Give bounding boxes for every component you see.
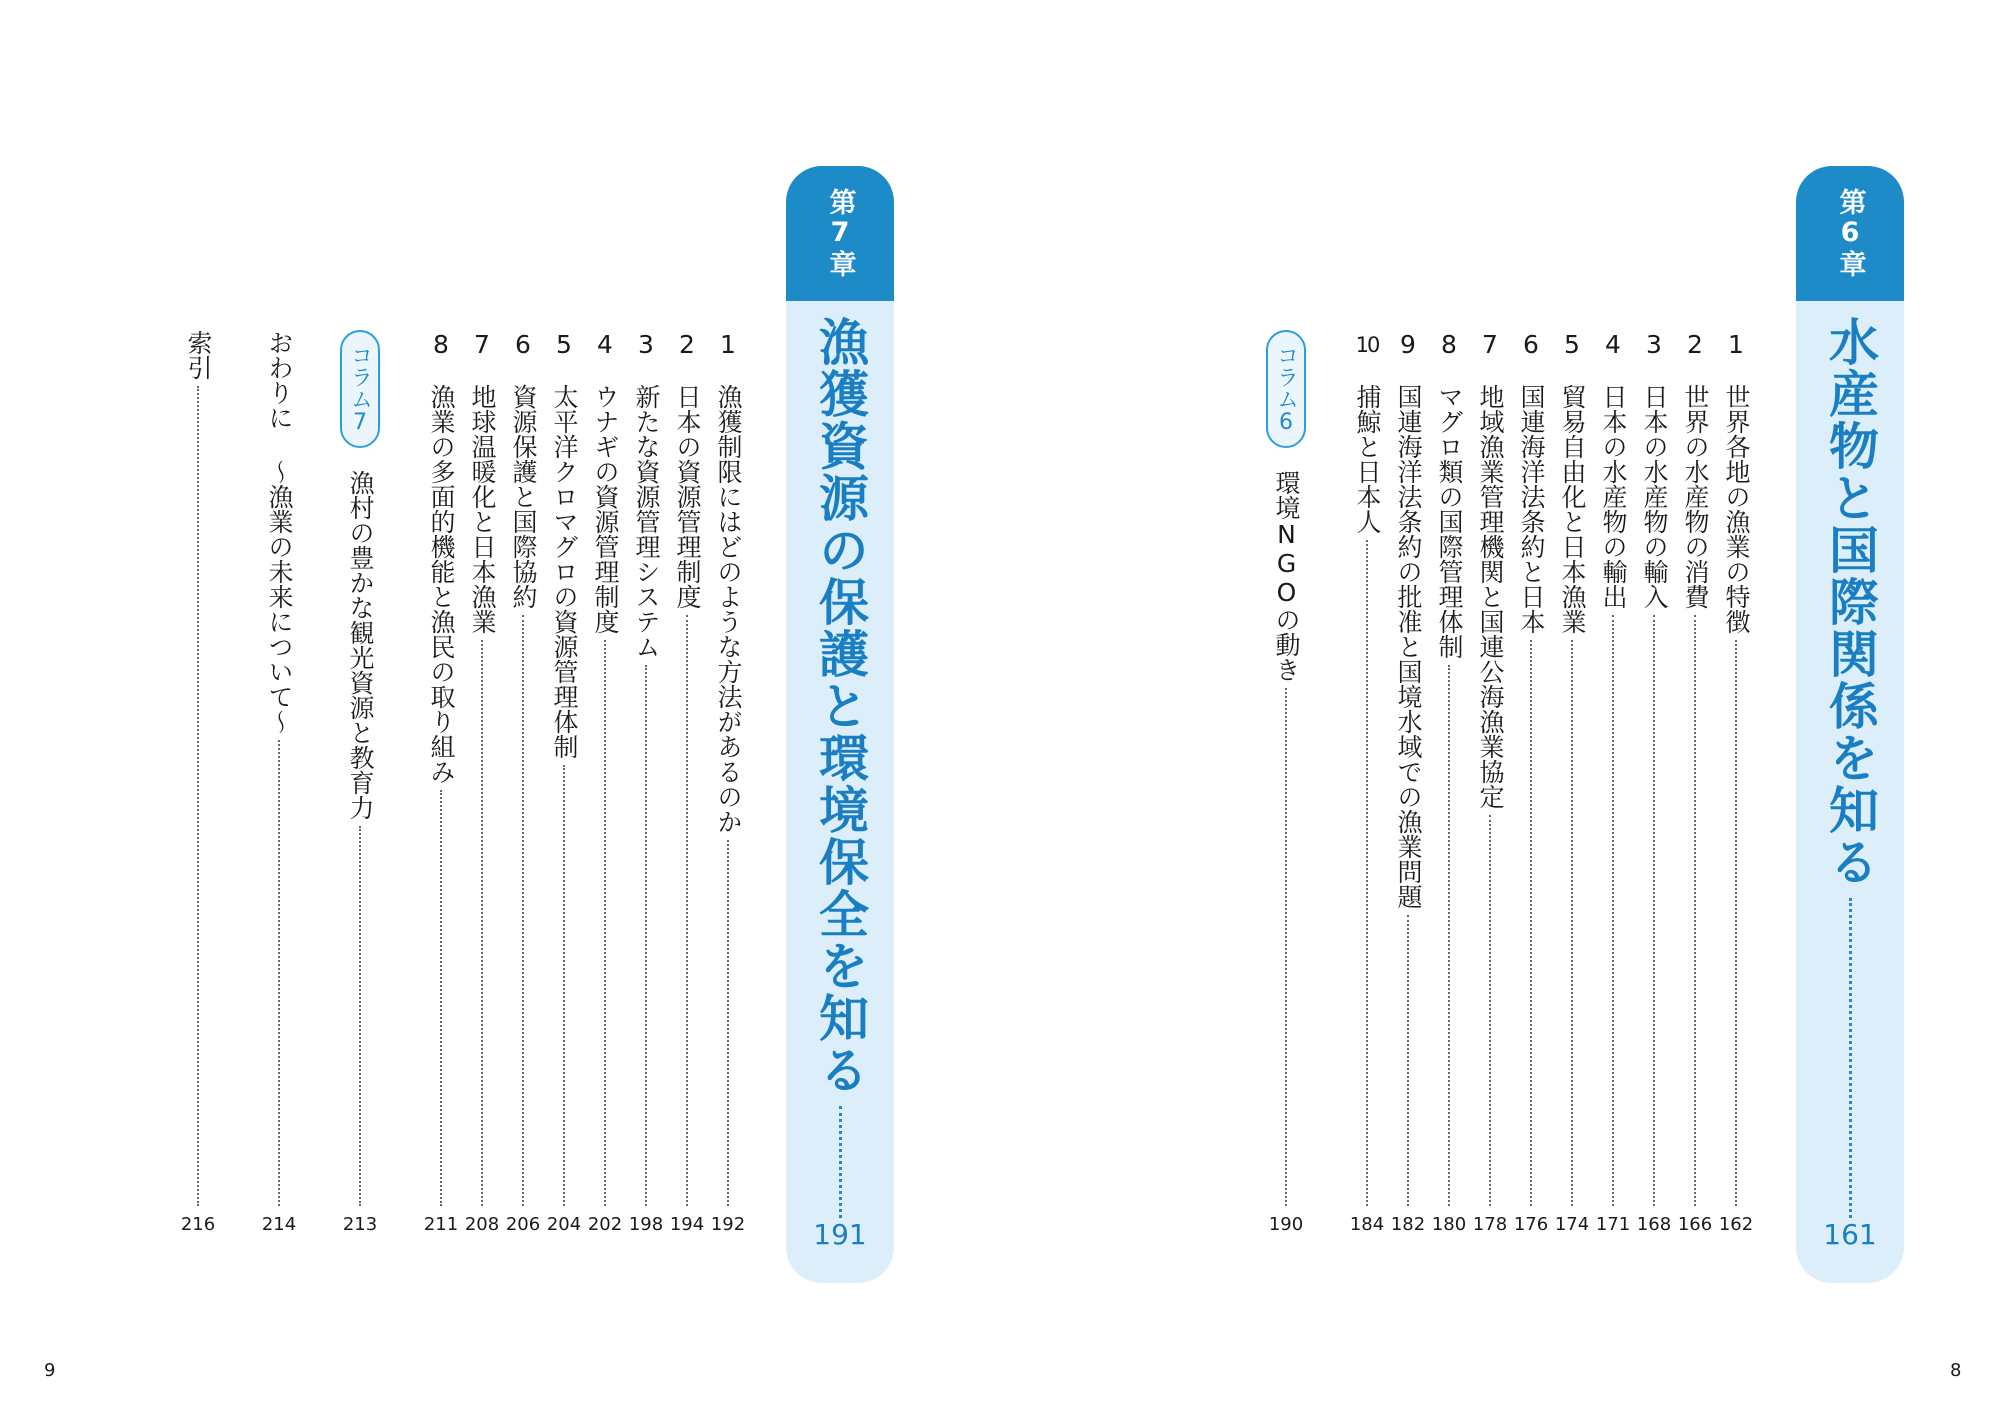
page-number-left: 9 [44, 1360, 56, 1381]
entry-number: 9 [1400, 330, 1416, 359]
leader-dots [440, 790, 442, 1206]
entry-title: 国連海洋法条約と日本 [1517, 384, 1546, 634]
entry-title: 貿易自由化と日本漁業 [1558, 384, 1587, 634]
entry-page: 211 [423, 1214, 459, 1235]
entry-number: 2 [1687, 330, 1703, 359]
entry-title: 捕鯨と日本人 [1353, 384, 1382, 534]
entry-title: 日本の資源管理制度 [673, 384, 702, 609]
leader-dots [1694, 615, 1696, 1206]
column-6-badge [1266, 330, 1306, 448]
leader-dots [1407, 915, 1409, 1206]
chapter-6-title: 水産物と国際関係を知る [1821, 316, 1879, 888]
entry-number: 5 [1564, 330, 1580, 359]
toc-entry-7-6[interactable] [503, 330, 543, 1236]
leader-dots [278, 740, 280, 1206]
entry-page: 184 [1349, 1214, 1385, 1235]
entry-title: 漁業の多面的機能と漁民の取り組み [427, 384, 456, 784]
entry-page: 214 [261, 1214, 297, 1235]
entry-title: 国連海洋法条約の批准と国境水域での漁業問題 [1394, 384, 1423, 909]
entry-page: 208 [464, 1214, 500, 1235]
chapter-6-label: 第6章 [1834, 188, 1866, 279]
toc-closing[interactable] [259, 330, 299, 1236]
toc-entry-7-5[interactable] [544, 330, 584, 1236]
entry-title: 資源保護と国際協約 [509, 384, 538, 609]
entry-title: 地域漁業管理機関と国連公海漁業協定 [1476, 384, 1505, 809]
leader-dots [727, 840, 729, 1206]
toc-entry-7-2[interactable] [667, 330, 707, 1236]
entry-page: 190 [1268, 1214, 1304, 1235]
entry-page: 176 [1513, 1214, 1549, 1235]
entry-number: 7 [474, 330, 490, 359]
leader-dots [1530, 640, 1532, 1206]
page-number-right: 8 [1950, 1360, 1962, 1381]
entry-page: 192 [710, 1214, 746, 1235]
entry-page: 216 [180, 1214, 216, 1235]
entry-number: 1 [1728, 330, 1744, 359]
toc-entry-7-7[interactable] [462, 330, 502, 1236]
entry-title: 地球温暖化と日本漁業 [468, 384, 497, 634]
leader-dots [645, 665, 647, 1206]
entry-title: 新たな資源管理システム [632, 384, 661, 659]
leader-dots [1285, 688, 1287, 1206]
toc-entry-7-3[interactable] [626, 330, 666, 1236]
entry-page: 204 [546, 1214, 582, 1235]
entry-number: 10 [1355, 333, 1379, 357]
chapter-6-label-box [1796, 166, 1904, 301]
column-7-label: コラム7 [347, 343, 373, 435]
toc-entry-6-2[interactable] [1675, 330, 1715, 1236]
entry-title: マグロ類の国際管理体制 [1435, 384, 1464, 659]
entry-page: 180 [1431, 1214, 1467, 1235]
entry-number: 6 [515, 330, 531, 359]
entry-title: おわりに ～漁業の未来について～ [265, 330, 294, 734]
toc-entry-6-3[interactable] [1634, 330, 1674, 1236]
toc-entry-6-4[interactable] [1593, 330, 1633, 1236]
entry-title: 太平洋クロマグロの資源管理体制 [550, 384, 579, 759]
toc-entry-6-5[interactable] [1552, 330, 1592, 1236]
entry-title: 日本の水産物の輸出 [1599, 384, 1628, 609]
entry-number: 3 [1646, 330, 1662, 359]
entry-page: 178 [1472, 1214, 1508, 1235]
entry-number: 8 [433, 330, 449, 359]
leader-dots [1489, 815, 1491, 1206]
leader-dots [563, 765, 565, 1206]
entry-number: 8 [1441, 330, 1457, 359]
toc-entry-6-1[interactable] [1716, 330, 1756, 1236]
toc-entry-6-8[interactable] [1429, 330, 1469, 1236]
leader-dots [1612, 615, 1614, 1206]
entry-page: 194 [669, 1214, 705, 1235]
entry-number: 6 [1523, 330, 1539, 359]
toc-entry-6-9[interactable] [1388, 330, 1428, 1236]
entry-number: 5 [556, 330, 572, 359]
entry-number: 3 [638, 330, 654, 359]
leader-dots [1366, 540, 1368, 1206]
leader-dots [1448, 665, 1450, 1206]
entry-title: 環境NGOの動き [1272, 470, 1301, 682]
leader-dots [604, 640, 606, 1206]
entry-page: 168 [1636, 1214, 1672, 1235]
toc-column-7[interactable] [340, 330, 380, 1236]
entry-number: 4 [597, 330, 613, 359]
entry-page: 162 [1718, 1214, 1754, 1235]
entry-title: 日本の水産物の輸入 [1640, 384, 1669, 609]
entry-title: 世界の水産物の消費 [1681, 384, 1710, 609]
chapter-7-banner[interactable] [786, 166, 894, 1283]
leader-dots [197, 386, 199, 1206]
entry-title: ウナギの資源管理制度 [591, 384, 620, 634]
leader-dots [522, 615, 524, 1206]
leader-dots [359, 826, 361, 1206]
toc-entry-6-6[interactable] [1511, 330, 1551, 1236]
toc-column-6[interactable] [1266, 330, 1306, 1236]
entry-title: 漁村の豊かな観光資源と教育力 [346, 470, 375, 820]
entry-number: 1 [720, 330, 736, 359]
leader-dots [686, 615, 688, 1206]
toc-entry-7-8[interactable] [421, 330, 461, 1236]
leader-dots [1571, 640, 1573, 1206]
entry-page: 182 [1390, 1214, 1426, 1235]
column-7-badge [340, 330, 380, 448]
chapter-7-page: 191 [813, 1218, 867, 1251]
entry-page: 202 [587, 1214, 623, 1235]
column-6-label: コラム6 [1273, 343, 1299, 435]
toc-entry-7-1[interactable] [708, 330, 748, 1236]
chapter-6-banner[interactable] [1796, 166, 1904, 1283]
entry-title: 漁獲制限にはどのような方法があるのか [714, 384, 743, 834]
leader-dots [481, 640, 483, 1206]
entry-number: 2 [679, 330, 695, 359]
chapter-7-leader-dots [839, 1106, 842, 1218]
leader-dots [1653, 615, 1655, 1206]
entry-page: 174 [1554, 1214, 1590, 1235]
entry-page: 198 [628, 1214, 664, 1235]
chapter-6-leader-dots [1849, 898, 1852, 1218]
entry-number: 7 [1482, 330, 1498, 359]
toc-index[interactable] [178, 330, 218, 1236]
toc-entry-6-10[interactable] [1347, 330, 1387, 1236]
entry-number: 4 [1605, 330, 1621, 359]
chapter-6-page: 161 [1823, 1218, 1877, 1251]
toc-entry-7-4[interactable] [585, 330, 625, 1236]
entry-page: 166 [1677, 1214, 1713, 1235]
entry-page: 171 [1595, 1214, 1631, 1235]
toc-entry-6-7[interactable] [1470, 330, 1510, 1236]
leader-dots [1735, 640, 1737, 1206]
chapter-7-label-box [786, 166, 894, 301]
entry-title: 世界各地の漁業の特徴 [1722, 384, 1751, 634]
entry-page: 213 [342, 1214, 378, 1235]
chapter-7-label: 第7章 [824, 188, 856, 279]
entry-title: 索引 [184, 330, 213, 380]
chapter-7-title: 漁獲資源の保護と環境保全を知る [811, 316, 869, 1096]
entry-page: 206 [505, 1214, 541, 1235]
